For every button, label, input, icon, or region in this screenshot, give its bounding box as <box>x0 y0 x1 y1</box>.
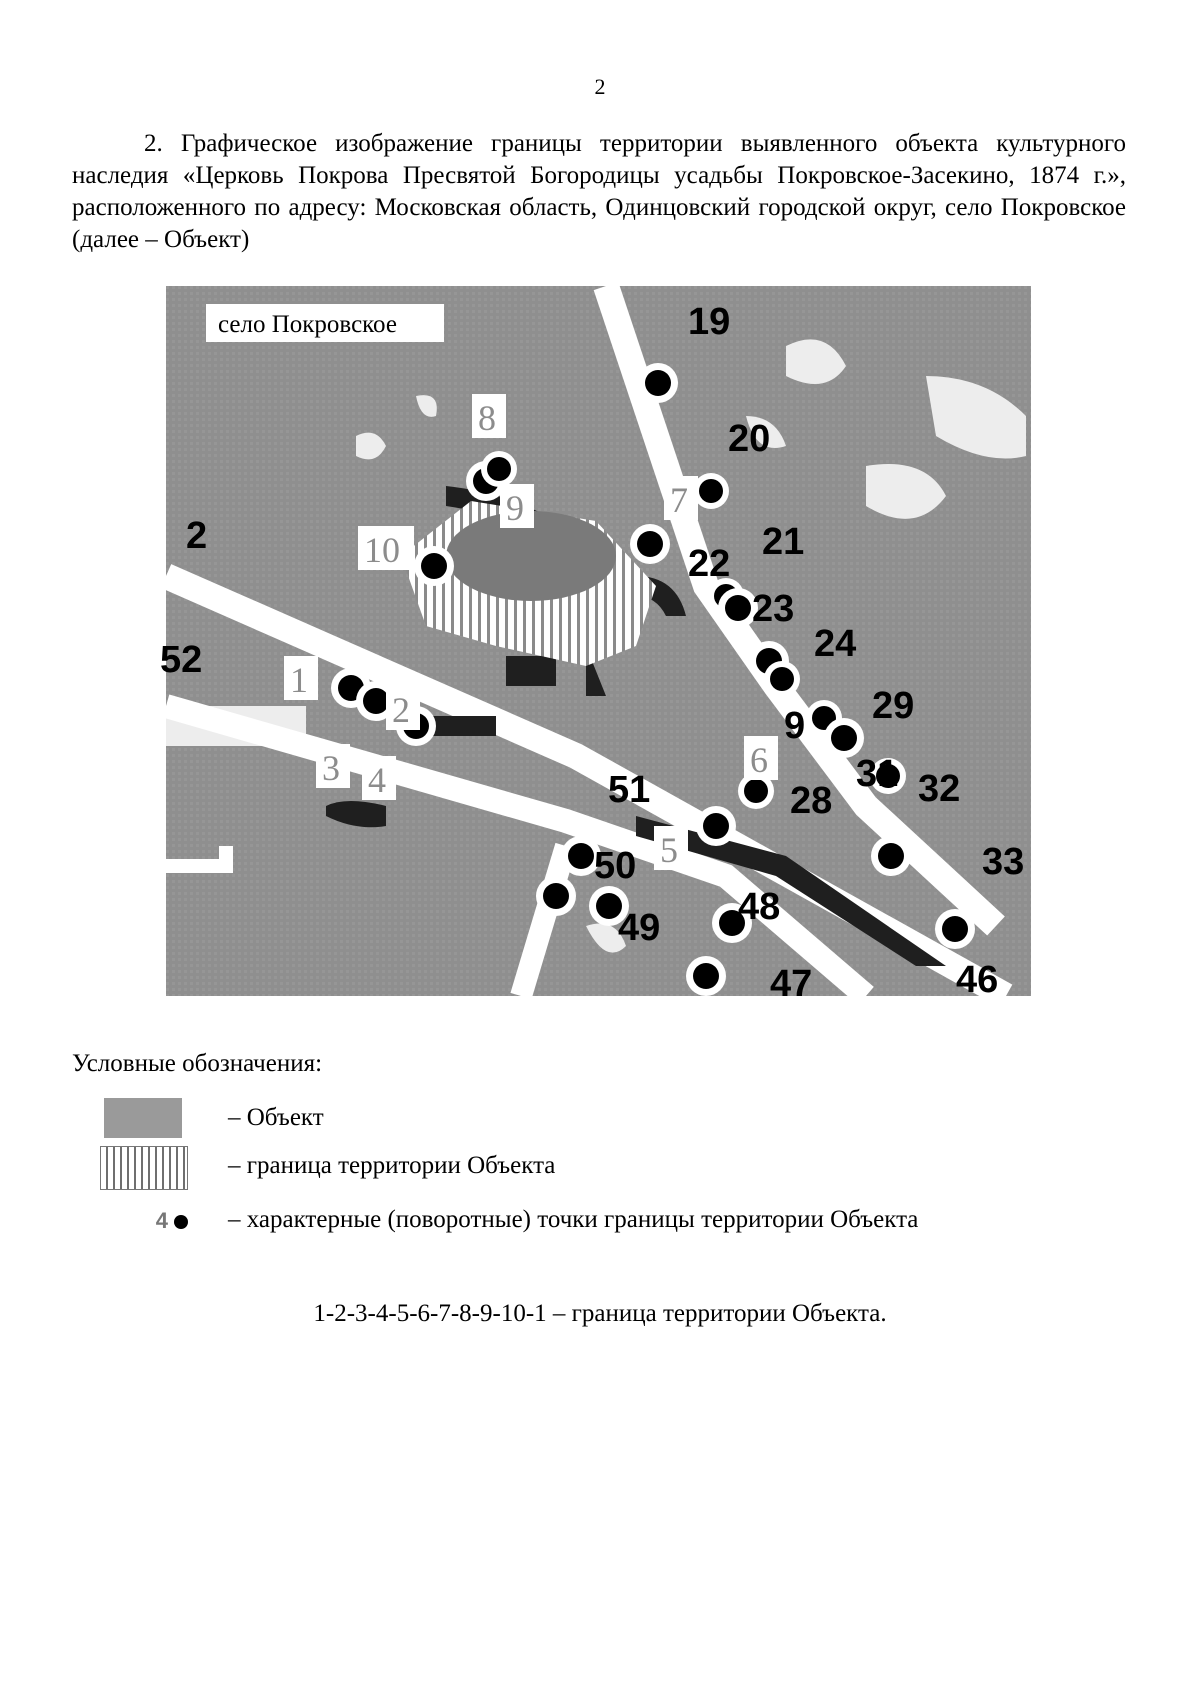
parcel-label-19: 19 <box>688 301 731 343</box>
boundary-label-7: 7 <box>670 480 688 520</box>
parcel-label-21: 21 <box>762 521 805 563</box>
parcel-label-20: 20 <box>728 418 771 460</box>
parcel-point-marker <box>764 661 800 697</box>
boundary-point-marker <box>693 473 729 509</box>
parcel-label-48: 48 <box>738 886 781 928</box>
parcel-point-marker <box>871 836 911 876</box>
parcel-label-22: 22 <box>688 543 731 585</box>
parcel-label-23: 23 <box>752 588 795 630</box>
parcel-label-2: 2 <box>186 515 208 557</box>
parcel-label-32: 32 <box>918 768 961 810</box>
parcel-point-marker <box>824 718 864 758</box>
parcel-label-9: 9 <box>784 705 806 747</box>
parcel-point-marker <box>630 524 670 564</box>
parcel-label-52: 52 <box>160 639 203 681</box>
boundary-point-marker <box>696 806 736 846</box>
parcel-label-24: 24 <box>814 623 857 665</box>
legend-item-point <box>100 1200 1060 1244</box>
boundary-label-2: 2 <box>392 690 410 730</box>
page-number: 2 <box>594 74 606 99</box>
parcel-point-marker <box>638 363 678 403</box>
boundary-label-1: 1 <box>290 660 308 700</box>
parcel-label-46: 46 <box>956 959 999 1001</box>
boundary-summary: 1-2-3-4-5-6-7-8-9-10-1 – граница территории Объекта. <box>313 1300 887 1327</box>
map <box>160 286 1031 1005</box>
parcel-label-47: 47 <box>770 963 813 1005</box>
boundary-point-marker <box>481 451 517 487</box>
point-swatch-number: 4 <box>155 1208 168 1233</box>
legend-item-text: – характерные (поворотные) точки границы территории Объекта <box>228 1206 919 1233</box>
boundary-label-4: 4 <box>368 760 386 800</box>
parcel-label-33: 33 <box>982 841 1025 883</box>
parcel-label-28: 28 <box>790 780 833 822</box>
village-label: село Покровское <box>218 311 397 338</box>
boundary-hatch-swatch <box>100 1146 188 1190</box>
boundary-label-10: 10 <box>364 530 400 570</box>
parcel-label-31: 31 <box>856 753 899 795</box>
object-fill-swatch <box>104 1098 182 1138</box>
legend-item-text: – Объект <box>228 1104 324 1131</box>
parcel-point-marker <box>686 956 726 996</box>
parcel-point-marker <box>935 909 975 949</box>
boundary-label-5: 5 <box>660 830 678 870</box>
parcel-label-29: 29 <box>872 685 915 727</box>
boundary-label-3: 3 <box>322 748 340 788</box>
boundary-label-8: 8 <box>478 398 496 438</box>
boundary-label-9: 9 <box>506 488 524 528</box>
parcel-label-49: 49 <box>618 907 661 949</box>
parcel-point-marker <box>536 876 576 916</box>
boundary-point-marker <box>414 546 454 586</box>
section-heading: 2. Графическое изображение границы территории выявленного объекта культурного наследия «Церковь Покрова Пресвятой Богородицы усадьбы Покровское-Засекино, 1874 г.», расположенного по адресу: Московская область, Одинцовский городской округ, село Покровское (далее – Объект) <box>72 130 1126 253</box>
parcel-label-51: 51 <box>608 769 651 811</box>
boundary-label-6: 6 <box>750 740 768 780</box>
legend-item-object <box>100 1098 1060 1142</box>
legend-item-boundary <box>100 1146 1060 1190</box>
legend-title: Условные обозначения: <box>72 1050 323 1077</box>
map-canvas <box>160 286 1031 1005</box>
point-swatch <box>100 1200 188 1252</box>
parcel-label-50: 50 <box>594 845 637 887</box>
legend-item-text: – граница территории Объекта <box>228 1152 556 1179</box>
point-dot-icon <box>174 1215 188 1229</box>
